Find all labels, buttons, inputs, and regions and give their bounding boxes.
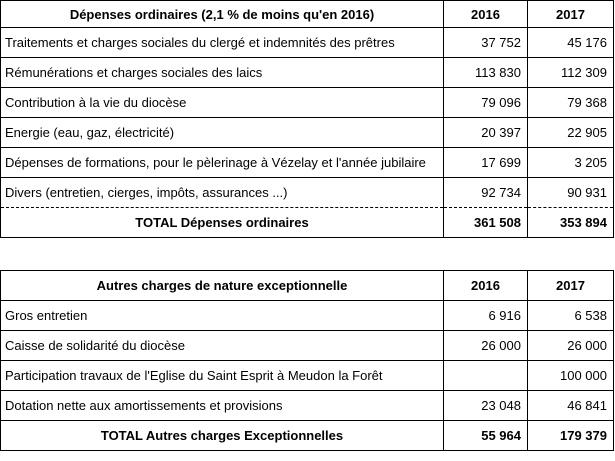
table-row	[1, 331, 614, 361]
row-label: Energie (eau, gaz, électricité)	[1, 118, 444, 148]
column-header-2016: 2016	[444, 271, 528, 301]
row-label: Traitements et charges sociales du clergé et indemnités des prêtres	[1, 28, 444, 58]
table-row	[1, 178, 614, 208]
value-2017: 90 931	[528, 178, 614, 208]
table-row	[1, 301, 614, 331]
value-2016: 26 000	[444, 331, 528, 361]
table-row	[1, 148, 614, 178]
row-label: Caisse de solidarité du diocèse	[1, 331, 444, 361]
total-2016: 361 508	[444, 208, 528, 238]
value-2017: 3 205	[528, 148, 614, 178]
table-row	[1, 88, 614, 118]
value-2016: 20 397	[444, 118, 528, 148]
column-header-label: Dépenses ordinaires (2,1 % de moins qu'en 2016)	[1, 1, 444, 28]
row-label: Rémunérations et charges sociales des laics	[1, 58, 444, 88]
total-label: TOTAL Autres charges Exceptionnelles	[1, 421, 444, 451]
column-header-2017: 2017	[528, 1, 614, 28]
column-header-label: Autres charges de nature exceptionnelle	[1, 271, 444, 301]
exceptional-charges-table	[0, 270, 614, 451]
row-label: Dotation nette aux amortissements et provisions	[1, 391, 444, 421]
value-2017: 112 309	[528, 58, 614, 88]
value-2016: 6 916	[444, 301, 528, 331]
table-row	[1, 391, 614, 421]
table-row	[1, 58, 614, 88]
total-2017: 179 379	[528, 421, 614, 451]
table-row	[1, 361, 614, 391]
value-2016: 37 752	[444, 28, 528, 58]
row-label: Dépenses de formations, pour le pèlerinage à Vézelay et l'année jubilaire	[1, 148, 444, 178]
value-2017: 79 368	[528, 88, 614, 118]
table-row	[1, 118, 614, 148]
value-2017: 46 841	[528, 391, 614, 421]
table-row	[1, 28, 614, 58]
column-header-2016: 2016	[444, 1, 528, 28]
value-2016	[444, 361, 528, 391]
value-2016: 113 830	[444, 58, 528, 88]
value-2016: 23 048	[444, 391, 528, 421]
value-2017: 26 000	[528, 331, 614, 361]
table-header-row	[1, 1, 614, 28]
total-row	[1, 208, 614, 238]
total-2016: 55 964	[444, 421, 528, 451]
row-label: Divers (entretien, cierges, impôts, assurances ...)	[1, 178, 444, 208]
total-row	[1, 421, 614, 451]
total-label: TOTAL Dépenses ordinaires	[1, 208, 444, 238]
row-label: Participation travaux de l'Eglise du Saint Esprit à Meudon la Forêt	[1, 361, 444, 391]
value-2016: 92 734	[444, 178, 528, 208]
value-2017: 22 905	[528, 118, 614, 148]
value-2016: 79 096	[444, 88, 528, 118]
table-header-row	[1, 271, 614, 301]
value-2017: 6 538	[528, 301, 614, 331]
value-2017: 100 000	[528, 361, 614, 391]
value-2016: 17 699	[444, 148, 528, 178]
row-label: Gros entretien	[1, 301, 444, 331]
column-header-2017: 2017	[528, 271, 614, 301]
row-label: Contribution à la vie du diocèse	[1, 88, 444, 118]
total-2017: 353 894	[528, 208, 614, 238]
value-2017: 45 176	[528, 28, 614, 58]
